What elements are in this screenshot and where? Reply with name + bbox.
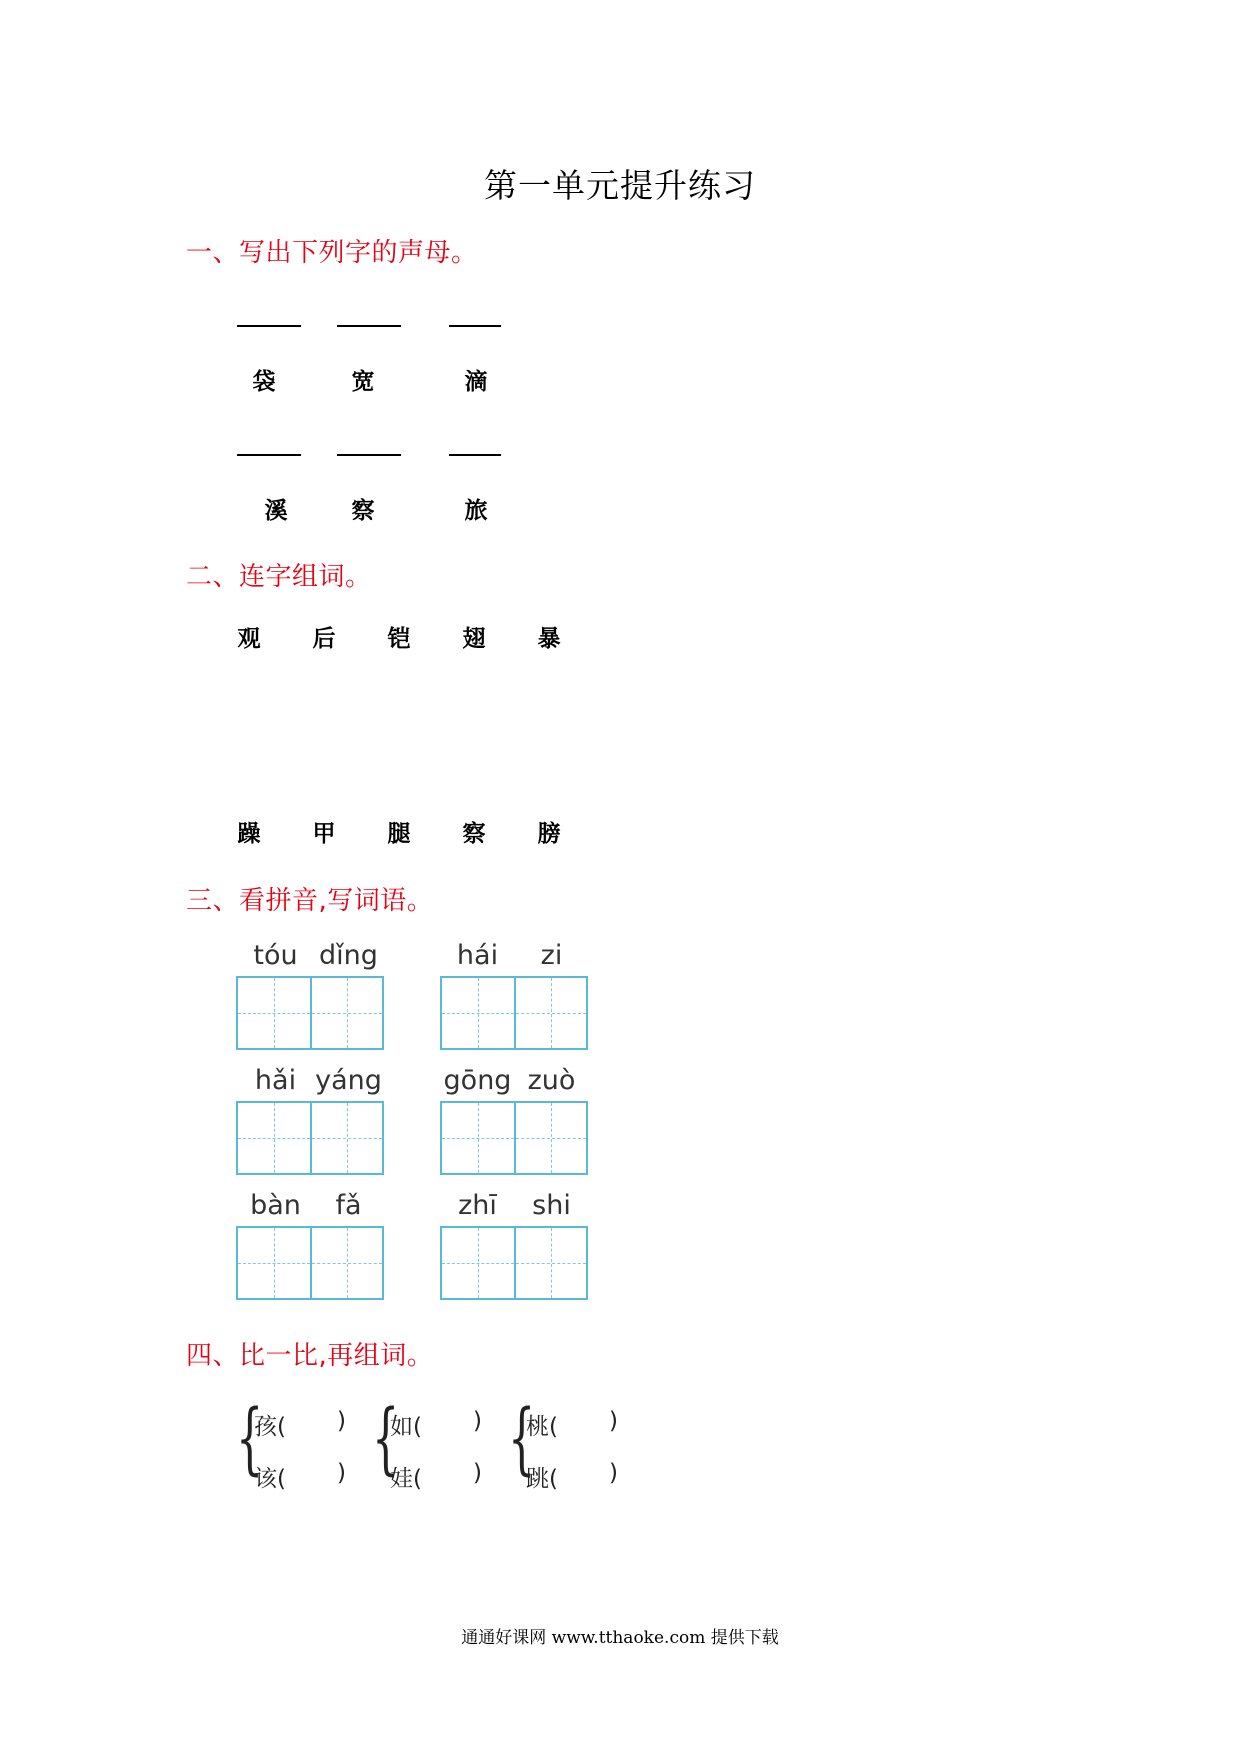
brace-icon: { <box>508 1394 536 1484</box>
match-character[interactable]: 翅 <box>462 626 486 652</box>
answer-blank[interactable] <box>449 454 501 456</box>
match-character[interactable]: 后 <box>312 626 336 652</box>
compare-character: 如( <box>390 1414 422 1440</box>
match-character[interactable]: 察 <box>462 821 486 847</box>
pinyin: yáng <box>315 1065 382 1096</box>
pinyin: gōng <box>443 1065 512 1096</box>
match-character[interactable]: 观 <box>237 626 261 652</box>
character: 察 <box>351 498 375 524</box>
pinyin: fǎ <box>335 1190 362 1221</box>
brace-icon: { <box>372 1394 400 1484</box>
match-character[interactable]: 膀 <box>537 821 561 847</box>
writing-grid[interactable] <box>236 976 384 1050</box>
writing-grid[interactable] <box>236 1101 384 1175</box>
answer-blank[interactable] <box>337 325 401 327</box>
compare-character: 跳( <box>526 1466 558 1492</box>
section-1-heading: 一、写出下列字的声母。 <box>186 238 478 268</box>
match-character[interactable]: 暴 <box>537 626 561 652</box>
pinyin: dǐng <box>319 940 378 971</box>
pinyin: zuò <box>527 1065 576 1096</box>
footer-text: 通通好课网 www.tthaoke.com 提供下载 <box>461 1628 779 1648</box>
match-character[interactable]: 躁 <box>237 821 261 847</box>
writing-grid[interactable] <box>236 1226 384 1300</box>
section-4-heading: 四、比一比,再组词。 <box>186 1341 434 1371</box>
character: 宽 <box>351 369 375 395</box>
character: 旅 <box>464 498 488 524</box>
character: 袋 <box>252 369 276 395</box>
close-paren: ) <box>609 1460 618 1486</box>
close-paren: ) <box>473 1408 482 1434</box>
match-character[interactable]: 甲 <box>312 821 336 847</box>
pinyin: hái <box>456 940 499 971</box>
pinyin: zi <box>540 940 563 971</box>
section-3-heading: 三、看拼音,写词语。 <box>186 886 434 916</box>
match-character[interactable]: 腿 <box>387 821 411 847</box>
answer-blank[interactable] <box>449 325 501 327</box>
answer-blank[interactable] <box>337 454 401 456</box>
compare-character: 孩( <box>254 1414 286 1440</box>
pinyin: tóu <box>253 940 298 971</box>
close-paren: ) <box>337 1408 346 1434</box>
pinyin: shi <box>532 1190 571 1221</box>
match-character[interactable]: 铠 <box>387 626 411 652</box>
compare-character: 桃( <box>526 1414 558 1440</box>
writing-grid[interactable] <box>440 1101 588 1175</box>
compare-character: 该( <box>254 1466 286 1492</box>
pinyin: bàn <box>250 1190 301 1221</box>
writing-grid[interactable] <box>440 976 588 1050</box>
character: 滴 <box>464 369 488 395</box>
close-paren: ) <box>337 1460 346 1486</box>
writing-grid[interactable] <box>440 1226 588 1300</box>
pinyin: hǎi <box>254 1065 297 1096</box>
close-paren: ) <box>609 1408 618 1434</box>
close-paren: ) <box>473 1460 482 1486</box>
compare-character: 娃( <box>390 1466 422 1492</box>
character: 溪 <box>264 498 288 524</box>
brace-icon: { <box>236 1394 264 1484</box>
pinyin: zhī <box>458 1190 497 1221</box>
page-title: 第一单元提升练习 <box>484 166 756 205</box>
answer-blank[interactable] <box>237 325 301 327</box>
section-2-heading: 二、连字组词。 <box>186 562 372 592</box>
answer-blank[interactable] <box>237 454 301 456</box>
